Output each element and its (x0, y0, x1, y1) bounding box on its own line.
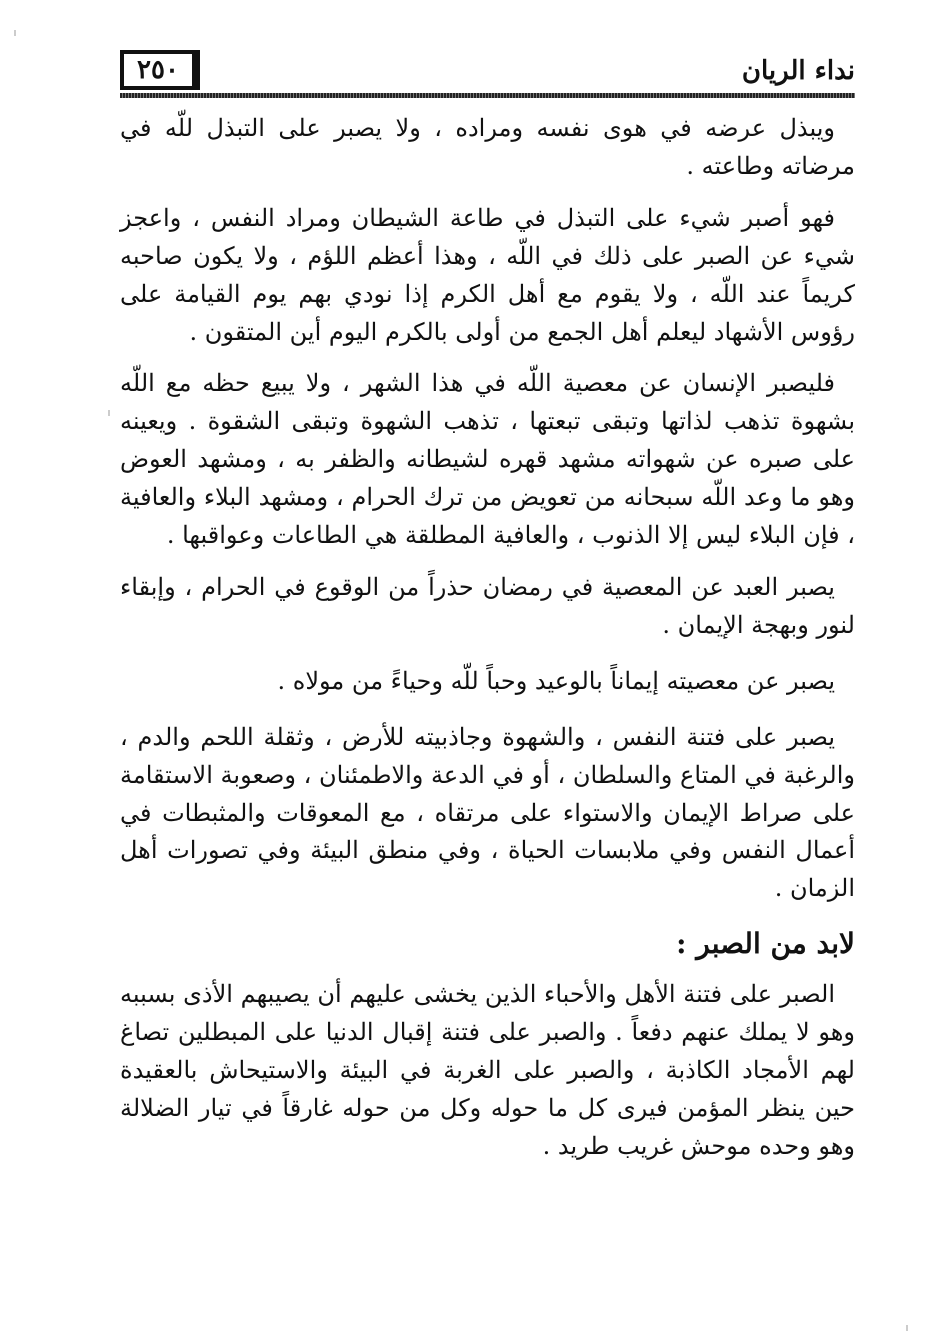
scan-mark (906, 1325, 908, 1331)
page-header (120, 42, 855, 100)
section-paragraph: الصبر على فتنة الأهل والأحباء الذين يخشى عليهم أن يصيبهم الأذى بسببه وهو لا يملك عنهم دفعاً . والصبر على فتنة إقبال الدنيا على المبطلين تصاغ لهم الأمجاد الكاذبة ، والصبر على الغربة في البيئة والاستيحاش بالعقيدة حين ينظر المؤمن فيرى كل ما حوله وكل من حوله غارقاً في تيار الضلالة وهو وحده موحش غريب طريد . (120, 980, 855, 1161)
scan-mark (108, 410, 110, 416)
paragraph-5: يصبر عن معصيته إيماناً بالوعيد وحباً للّه وحياءً من مولاه . (277, 666, 835, 695)
running-title: نداء الريان (741, 56, 855, 86)
page-content (120, 110, 855, 1180)
header-rule (120, 93, 855, 98)
paragraph-1: ويبذل عرضه في هوى نفسه ومراده ، ولا يصبر على التبذل للّه في مرضاته وطاعته . (120, 114, 855, 180)
section-heading: لابد من الصبر : (676, 927, 855, 961)
paragraph-2: فهو أصبر شيء على التبذل في طاعة الشيطان ومراد النفس ، واعجز شيء عن الصبر على ذلك في اللّه ، وهذا أعظم اللؤم ، ولا يكون صاحبه كريماً عند اللّه ، ولا يقوم مع أهل الكرم إذا نودي بهم يوم القيامة على رؤوس الأشهاد ليعلم أهل الجمع من أولى بالكرم اليوم أين المتقون . (120, 203, 855, 346)
scan-mark (14, 30, 16, 36)
paragraph-6: يصبر على فتنة النفس ، والشهوة وجاذبيته للأرض ، وثقلة اللحم والدم ، والرغبة في المتاع والسلطان ، أو في الدعة والاطمئنان ، وصعوبة الاستقامة على صراط الإيمان والاستواء على مرتقاه ، مع المعوقات والمثبطات في أعمال النفس وفي ملابسات الحياة ، وفي منطق البيئة وفي تصورات أهل الزمان . (120, 722, 855, 903)
page-number: ٢٥٠ (120, 50, 200, 90)
paragraph-4: يصبر العبد عن المعصية في رمضان حذراً من الوقوع في الحرام ، وإبقاء لنور وبهجة الإيمان . (120, 572, 855, 639)
paragraph-3: فليصبر الإنسان عن معصية اللّه في هذا الشهر ، ولا يبيع حظه مع اللّه بشهوة تذهب لذاتها وتبقى تبعتها ، تذهب الشهوة وتبقى الشقوة . ويعينه على صبره عن شهواته مشهد قهره لشيطانه والظفر به ، ومشهد العوض وهو ما وعد اللّه سبحانه من تعويض من ترك الحرام ، ومشهد البلاء والعافية ، فإن البلاء ليس إلا الذنوب ، والعافية المطلقة هي الطاعات وعواقبها . (120, 369, 855, 550)
